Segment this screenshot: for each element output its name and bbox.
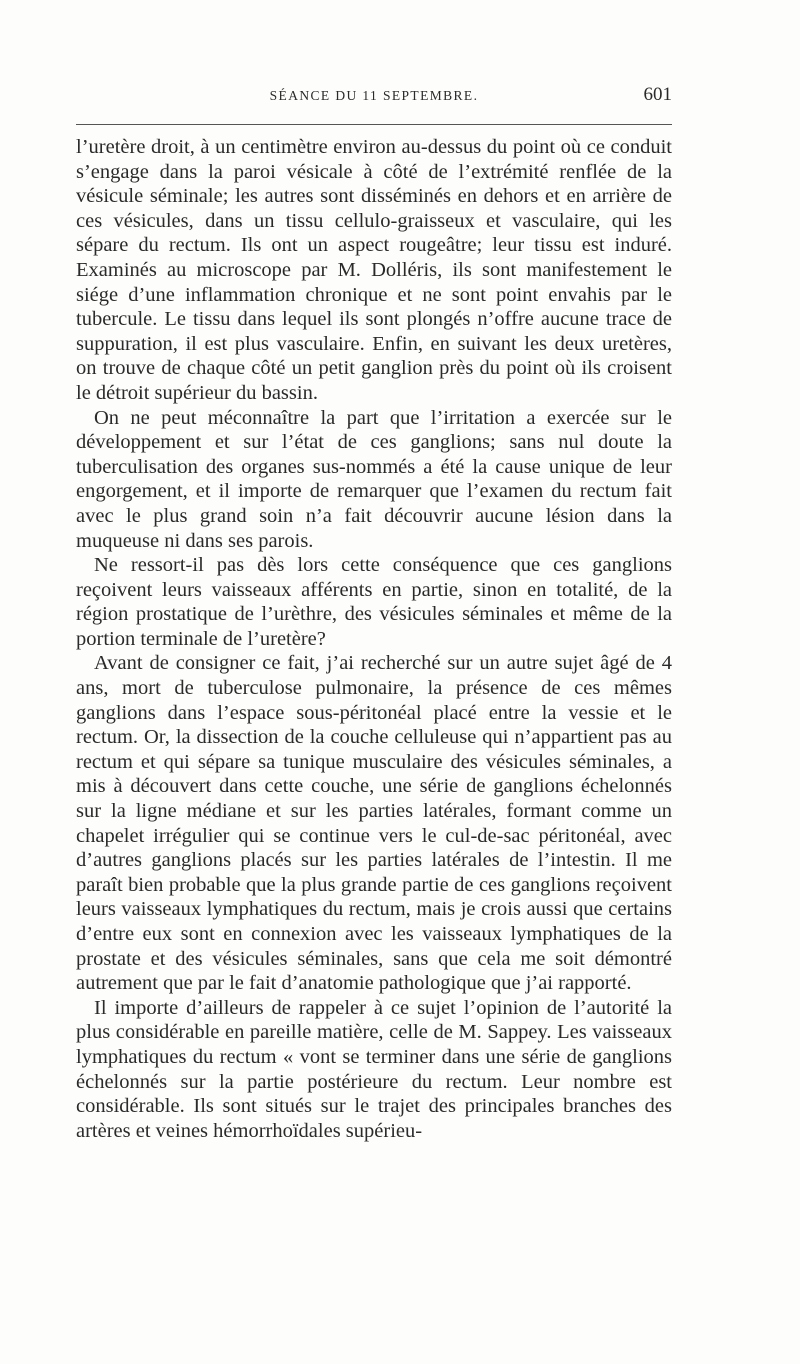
body-text [76, 135, 672, 1143]
paragraph-5: Il importe d’ailleurs de rappeler à ce sujet l’opinion de l’autorité la plus considérable en pareille matière, celle de M. Sappey. Les vaisseaux lymphatiques du rectum « vont se terminer dans une série de ganglions échelonnés sur la partie postérieure du rectum. Leur nombre est considérable. Ils sont situés sur le trajet des principales branches des artères et veines hémorrhoïdales supérieu- [76, 996, 672, 1142]
paragraph-4: Avant de consigner ce fait, j’ai recherché sur un autre sujet âgé de 4 ans, mort de tuberculose pulmonaire, la présence de ces mêmes ganglions dans l’espace sous-péritonéal placé entre la vessie et le rectum. Or, la dissection de la couche celluleuse qui n’appartient pas au rectum et qui sépare sa tunique musculaire des vésicules séminales, a mis à découvert dans cette couche, une série de ganglions échelonnés sur la ligne médiane et sur les parties latérales, formant comme un chapelet irrégulier qui se continue vers le cul-de-sac péritonéal, avec d’autres ganglions placés sur les parties latérales de l’intestin. Il me paraît bien probable que la plus grande partie de ces ganglions reçoivent leurs vaisseaux lymphatiques du rectum, mais je crois aussi que certains d’entre eux sont en connexion avec les vaisseaux lymphatiques de la prostate et des vésicules séminales, sans que cela me soit démontré autrement que par le fait d’anatomie pathologique que j’ai rapporté. [76, 652, 672, 995]
header-rule [76, 124, 672, 125]
running-title: SÉANCE DU 11 SEPTEMBRE. [269, 88, 479, 103]
page-number: 601 [643, 84, 672, 105]
page-header [76, 84, 672, 112]
paragraph-3: Ne ressort-il pas dès lors cette conséquence que ces ganglions reçoivent leurs vaisseaux afférents en partie, sinon en totalité, de la région prostatique de l’urèthre, des vésicules séminales et même de la portion terminale de l’uretère? [76, 554, 672, 650]
paragraph-2: On ne peut méconnaître la part que l’irritation a exercée sur le développement et sur l’état de ces ganglions; sans nul doute la tuberculisation des organes sus-nommés a été la cause unique de leur engorgement, et il importe de remarquer que l’examen du rectum fait avec le plus grand soin n’a fait découvrir aucune lésion dans la muqueuse ni dans ses parois. [76, 406, 672, 552]
paragraph-1: l’uretère droit, à un centimètre environ au-dessus du point où ce conduit s’engage dans la paroi vésicale à côté de l’extrémité renflée de la vésicule séminale; les autres sont disséminés en dehors et en arrière de ces vésicules, dans un tissu cellulo-graisseux et vasculaire, qui les sépare du rectum. Ils ont un aspect rougeâtre; leur tissu est induré. Examinés au microscope par M. Dolléris, ils sont manifestement le siége d’une inflammation chronique et ne sont point envahis par le tubercule. Le tissu dans lequel ils sont plongés n’offre aucune trace de suppuration, il est plus vasculaire. Enfin, en suivant les deux uretères, on trouve de chaque côté un petit ganglion près du point où ils croisent le détroit supérieur du bassin. [76, 136, 672, 404]
